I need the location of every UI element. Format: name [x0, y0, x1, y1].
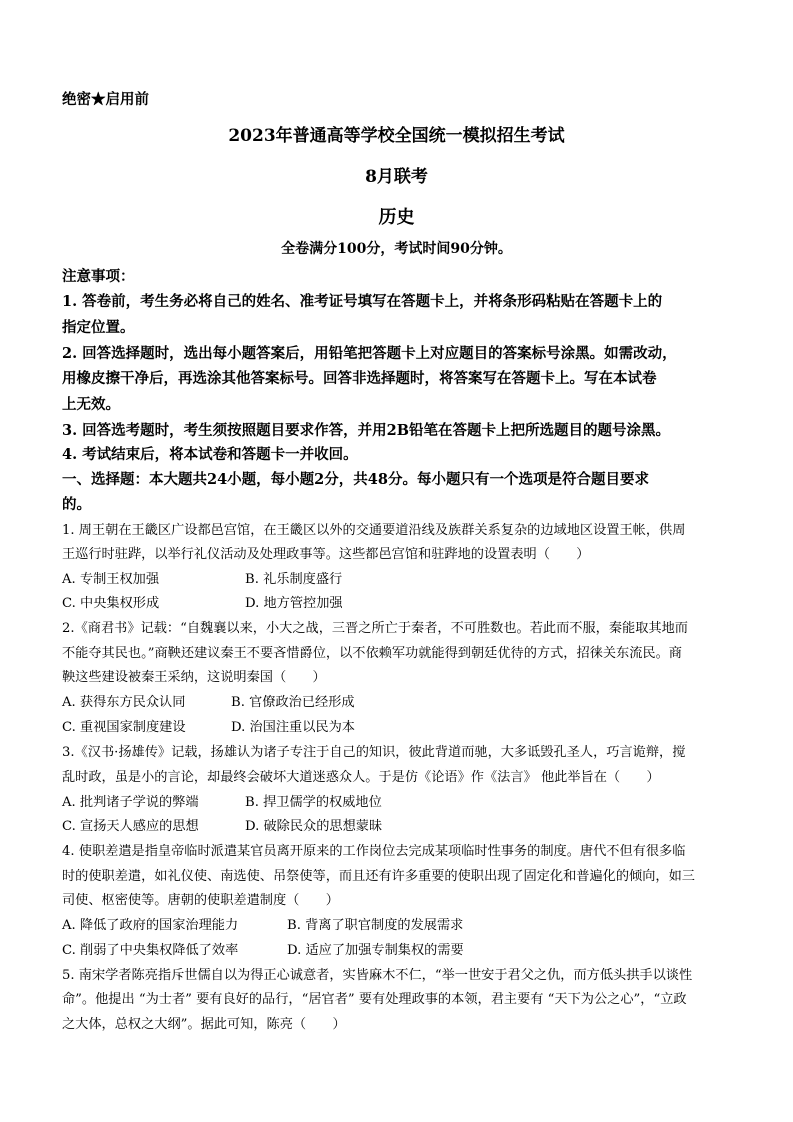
- question-stem: 鞅这些建设被秦王采纳，这说明秦国（ ）: [62, 670, 326, 685]
- option-c: C. 削弱了中央集权降低了效率: [62, 943, 239, 958]
- question-stem: 司使、枢密使等。唐朝的使职差遣制度（ ）: [62, 893, 339, 908]
- option-c: C. 重视国家制度建设: [62, 720, 186, 735]
- section-heading: 的。: [62, 496, 91, 513]
- question-stem: 1. 周王朝在王畿区广设都邑宫馆，在王畿区以外的交通要道沿线及族群关系复杂的边域地区设置王帐，供周: [62, 523, 686, 538]
- notice-line: 用橡皮擦干净后，再选涂其他答案标号。回答非选择题时，将答案写在答题卡上。写在本试卷: [62, 370, 657, 387]
- question-stem: 命”。他提出 “为士者” 要有良好的品行，“居官者” 要有处理政事的本领，君主要有 “天下为公之心”，“立政: [62, 992, 687, 1007]
- option-d: D. 破除民众的思想蒙昧: [245, 819, 383, 834]
- option-a: A. 获得东方民众认同: [62, 695, 186, 710]
- option-b: B. 捍卫儒学的权威地位: [245, 795, 382, 810]
- question-stem: 王巡行时驻跸，以举行礼仪活动及处理政事等。这些都邑宫馆和驻跸地的设置表明（ ）: [62, 547, 590, 562]
- option-b: B. 官僚政治已经形成: [231, 695, 355, 710]
- notice-line: 4. 考试结束后，将本试卷和答题卡一并收回。: [62, 446, 358, 463]
- option-d: D. 地方管控加强: [245, 596, 343, 611]
- option-b: B. 背离了职官制度的发展需求: [287, 918, 464, 933]
- option-d: D. 适应了加强专制集权的需要: [287, 943, 464, 958]
- notice-heading: 注意事项：: [62, 268, 135, 285]
- option-a: A. 批判诸子学说的弊端: [62, 795, 199, 810]
- question-stem: 时的使职差遣，如礼仪使、南选使、吊祭使等，而且还有许多重要的使职出现了固定化和普遍化的倾向，如三: [62, 869, 695, 884]
- question-stem: 之大体，总权之大纲”。据此可知，陈亮（ ）: [62, 1017, 346, 1032]
- exam-subtitle: 8月联考: [365, 167, 428, 187]
- option-c: C. 中央集权形成: [62, 596, 160, 611]
- exam-title: 2023年普通高等学校全国统一模拟招生考试: [228, 126, 565, 146]
- notice-line: 1. 答卷前，考生务必将自己的姓名、准考证号填写在答题卡上，并将条形码粘贴在答题卡上的: [62, 293, 663, 310]
- score-info: 全卷满分100分，考试时间90分钟。: [281, 241, 512, 257]
- option-a: A. 降低了政府的国家治理能力: [62, 918, 239, 933]
- notice-line: 上无效。: [62, 396, 120, 413]
- secret-label: 绝密★启用前: [62, 91, 149, 108]
- option-d: D. 治国注重以民为本: [231, 720, 355, 735]
- question-stem: 5. 南宋学者陈亮指斥世儒自以为得正心诚意者，实皆麻木不仁，“举一世安于君父之仇，而方低头拱手以谈性: [62, 968, 693, 983]
- option-c: C. 宣扬天人感应的思想: [62, 819, 199, 834]
- question-stem: 不能夺其民也。”商鞅还建议秦王不要吝惜爵位，以不依赖军功就能得到朝廷优待的方式，招徕关东流民。商: [62, 646, 682, 661]
- question-stem: 2.《商君书》记载：“自魏襄以来，小大之战，三晋之所亡于秦者，不可胜数也。若此而不服，秦能取其地而: [62, 621, 688, 636]
- notice-line: 3. 回答选考题时，考生须按照题目要求作答，并用2B铅笔在答题卡上把所选题目的题号涂黑。: [62, 422, 671, 439]
- section-heading: 一、选择题：本大题共24小题，每小题2分，共48分。每小题只有一个选项是符合题目要求: [62, 471, 649, 488]
- option-b: B. 礼乐制度盛行: [245, 572, 343, 587]
- question-stem: 4. 使职差遣是指皇帝临时派遣某官员离开原来的工作岗位去完成某项临时性事务的制度。唐代不但有很多临: [62, 844, 686, 859]
- notice-line: 指定位置。: [62, 319, 135, 336]
- question-stem: 3.《汉书·扬雄传》记载，扬雄认为诸子专注于自己的知识，彼此背道而驰，大多诋毁孔圣人，巧言诡辩，搅: [62, 745, 686, 760]
- question-stem: 乱时政，虽是小的言论，却最终会破坏大道迷惑众人。于是仿《论语》作《法言》 他此举旨在（ ）: [62, 770, 660, 785]
- subject-title: 历史: [378, 207, 415, 228]
- notice-line: 2. 回答选择题时，选出每小题答案后，用铅笔把答题卡上对应题目的答案标号涂黑。如需改动，: [62, 345, 677, 362]
- option-a: A. 专制王权加强: [62, 572, 160, 587]
